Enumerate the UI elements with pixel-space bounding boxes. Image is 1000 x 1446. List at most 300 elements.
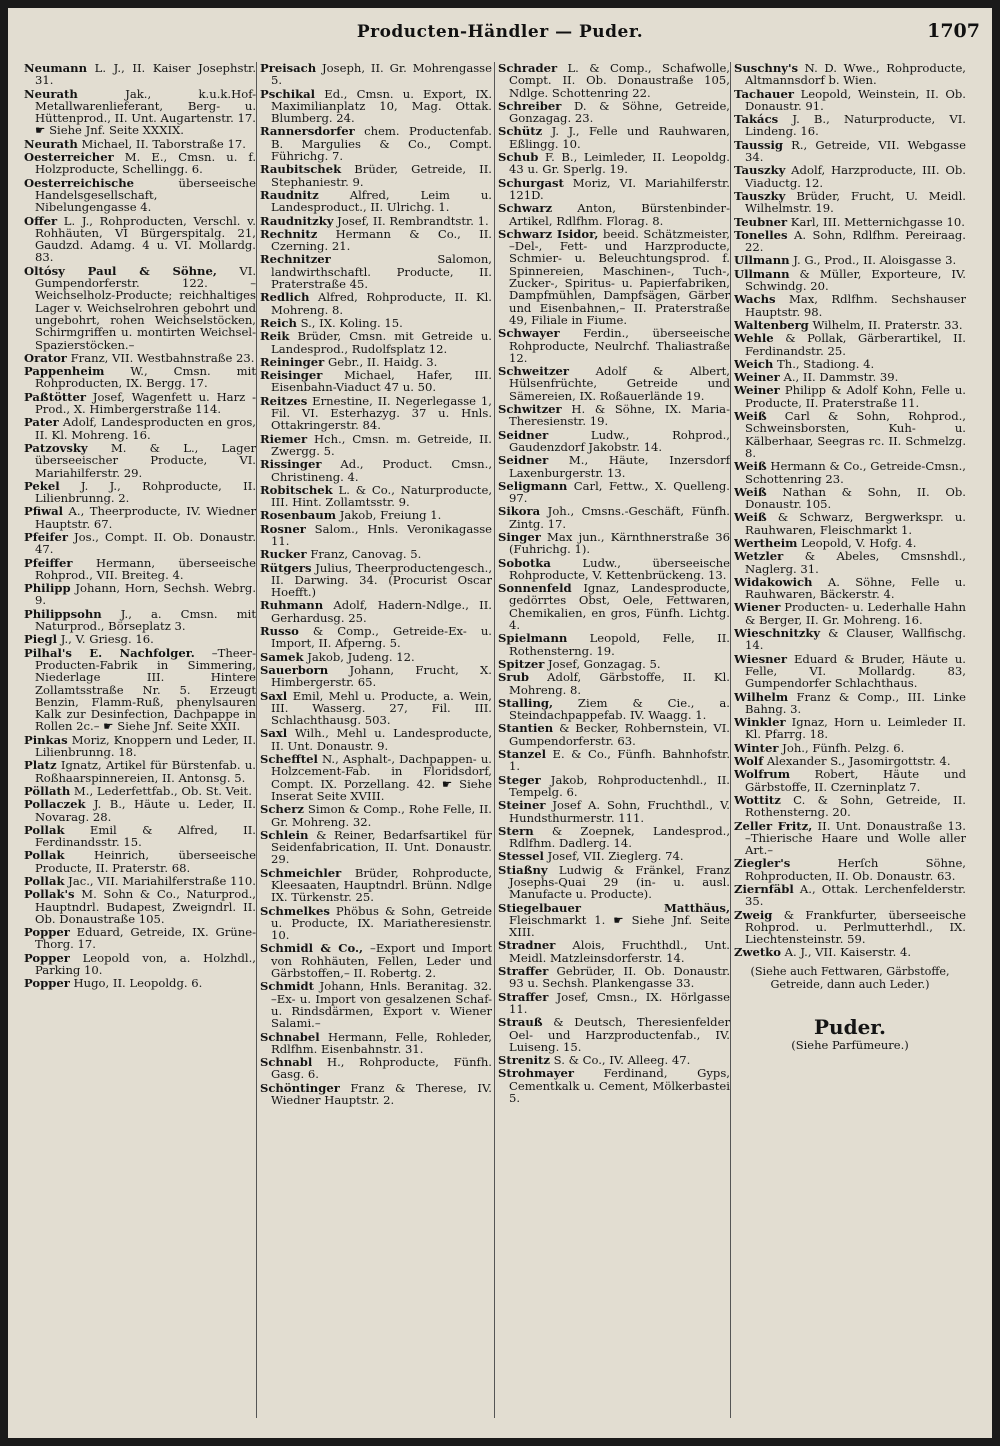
entry-name: Ziernfäbl bbox=[734, 882, 794, 896]
entry-detail: Ferdin., überseeische Rohproducte, Neulrchf. Thaliastraße 12. bbox=[509, 326, 730, 365]
entry-detail: Ad., Product. Cmsn., Christineng. 4. bbox=[271, 457, 492, 484]
directory-entry bbox=[498, 774, 730, 799]
directory-entry bbox=[734, 550, 966, 575]
entry-name: Paßtötter bbox=[24, 389, 87, 404]
entry-detail: Robert, Häute und Gärbstoffe, II. Czerninplatz 7. bbox=[745, 767, 966, 794]
entry-name: Weiner bbox=[734, 383, 780, 398]
entry-detail: Phöbus & Sohn, Getreide u. Producte, IX. Mariatheresienstr. 10. bbox=[271, 903, 492, 943]
entry-detail: Ludwig & Fränkel, Franz Josephs-Quai 29 (in- u. ausl. Manufacte u. Producte). bbox=[509, 862, 730, 902]
entry-name: Wiesner bbox=[734, 651, 788, 666]
entry-name: Neumann bbox=[24, 62, 88, 75]
entry-detail: Max jun., Kärnthnerstraße 36 (Fuhrichg. 1). bbox=[509, 529, 730, 557]
entry-detail: D. & Söhne, Getreide, Gonzagag. 23. bbox=[509, 98, 730, 126]
directory-entry bbox=[498, 864, 730, 901]
directory-entry bbox=[260, 1031, 492, 1056]
entry-detail: Wilhelm, II. Praterstr. 33. bbox=[808, 317, 963, 332]
entry-detail: Franz & Comp., III. Linke Bahng. 3. bbox=[745, 689, 966, 716]
directory-entry bbox=[734, 139, 966, 164]
directory-entry bbox=[734, 229, 966, 254]
entry-name: Schreiber bbox=[498, 98, 562, 113]
directory-entry bbox=[734, 254, 966, 266]
directory-entry bbox=[734, 268, 966, 293]
page-header bbox=[8, 18, 992, 52]
entry-detail: II. Unt. Donaustraße 13. –Thierische Haare und Wolle aller Art.– bbox=[745, 818, 966, 858]
entry-name: Pekel bbox=[24, 478, 60, 493]
entry-detail: & Becker, Rohbernstein, VI. Gumpendorferstr. 63. bbox=[509, 721, 730, 748]
entry-detail: Josef, VII. Zieglerg. 74. bbox=[543, 849, 684, 864]
entry-name: Seligmann bbox=[498, 478, 568, 493]
entry-name: Pinkas bbox=[24, 732, 68, 747]
entry-detail: Hermann, Felle, Rohleder, Rdlfhm. Eisenbahnstr. 31. bbox=[271, 1029, 492, 1056]
directory-entry bbox=[734, 909, 966, 946]
entry-name: Seidner bbox=[498, 453, 549, 468]
entry-detail: Jakob, Judeng. 12. bbox=[303, 649, 415, 664]
directory-entry bbox=[498, 1016, 730, 1053]
entry-name: Stradner bbox=[498, 938, 556, 953]
entry-name: Raudnitz bbox=[260, 187, 319, 202]
entry-name: Scherz bbox=[260, 802, 304, 817]
entry-detail: Leopold, Felle, II. Rothensterng. 19. bbox=[509, 631, 730, 658]
directory-entry bbox=[260, 163, 492, 188]
entry-name: Stalling, bbox=[498, 695, 554, 710]
directory-entry bbox=[498, 658, 730, 670]
entry-detail: Joh., Fünfh. Pelzg. 6. bbox=[778, 740, 905, 755]
entry-detail: Hermann & Co., Getreide-Cmsn., Schottenring 23. bbox=[745, 459, 966, 486]
entry-detail: Moriz, VI. Mariahilferstr. 121D. bbox=[509, 175, 730, 202]
entry-detail: Jakob, Rohproductenhdl., II. Tempelg. 6. bbox=[509, 772, 730, 799]
entry-detail: & Müller, Exporteure, IV. Schwindg. 20. bbox=[745, 266, 966, 294]
entry-detail: überseeische Handelsgesellschaft, Nibelungengasse 4. bbox=[35, 175, 256, 215]
directory-entry bbox=[734, 857, 966, 882]
entry-detail: Ludw., Rohprod., Gaudenzdorf Jakobstr. 14. bbox=[509, 427, 730, 454]
entry-detail: S. & Co., IV. Alleeg. 47. bbox=[550, 1053, 691, 1068]
directory-entry bbox=[260, 484, 492, 509]
entry-detail: VI. Gumpendorferstr. 122. –Weichselholz-Producte; reichhaltiges Lager v. Weichselrohren gebohrt und ungebohrt, rohen Weichselstöcken, Schirmgriffen u. montirten Weichsel-Spazierstöcken.– bbox=[35, 263, 256, 352]
directory-entry bbox=[260, 690, 492, 727]
column-4-entries bbox=[734, 62, 966, 959]
directory-entry bbox=[734, 576, 966, 601]
entry-name: Zweig bbox=[734, 907, 773, 922]
directory-entry bbox=[498, 151, 730, 176]
directory-entry bbox=[734, 371, 966, 383]
entry-name: Saxl bbox=[260, 726, 288, 741]
entry-detail: & Deutsch, Theresienfelder Oel- und Harzproductenfab., IV. Luiseng. 15. bbox=[509, 1015, 730, 1054]
entry-name: Saxl bbox=[260, 688, 288, 703]
directory-entry bbox=[498, 850, 730, 862]
entry-detail: Carl, Fettw., X. Quelleng. 97. bbox=[509, 478, 730, 506]
entry-detail: & Schwarz, Bergwerkspr. u. Rauhwaren, Fleischmarkt 1. bbox=[745, 510, 966, 537]
entry-detail: A. Söhne, Felle u. Rauhwaren, Bäckerstr. 4. bbox=[745, 574, 966, 602]
entry-name: Stantien bbox=[498, 721, 554, 736]
entry-name: Robitschek bbox=[260, 482, 333, 497]
directory-entry bbox=[498, 557, 730, 582]
entry-name: Weiß bbox=[734, 484, 767, 499]
directory-entry bbox=[260, 548, 492, 560]
entry-detail: Max, Rdlfhm. Sechshauser Hauptstr. 98. bbox=[745, 292, 966, 319]
entry-name: Wertheim bbox=[734, 535, 798, 550]
entry-name: Redlich bbox=[260, 290, 310, 305]
entry-name: Takács bbox=[734, 112, 779, 127]
entry-detail: Joh., Cmsns.-Geschäft, Fünfh. Zintg. 17. bbox=[509, 504, 730, 531]
entry-detail: & Zoepnek, Landesprod., Rdlfhm. Dadlerg. 14. bbox=[509, 823, 730, 851]
entry-detail: M. E., Cmsn. u. f. Holzproducte, Schellingg. 6. bbox=[35, 150, 256, 177]
entry-name: Rechnitz bbox=[260, 226, 318, 241]
directory-entry bbox=[498, 62, 730, 99]
directory-entry bbox=[498, 505, 730, 530]
entry-name: Russo bbox=[260, 624, 299, 639]
column-2 bbox=[260, 62, 492, 1438]
directory-entry bbox=[24, 62, 256, 87]
entry-detail: Jac., VII. Mariahilferstraße 110. bbox=[64, 874, 256, 888]
directory-entry bbox=[498, 228, 730, 326]
directory-entry bbox=[498, 531, 730, 556]
entry-detail: M., Lederfettfab., Ob. St. Veit. bbox=[70, 783, 252, 798]
entry-name: Winter bbox=[734, 740, 779, 755]
entry-name: Reininger bbox=[260, 354, 325, 369]
directory-entry bbox=[24, 442, 256, 479]
directory-entry bbox=[24, 138, 256, 150]
directory-entry bbox=[498, 454, 730, 479]
entry-name: Offer bbox=[24, 213, 58, 228]
directory-entry bbox=[24, 480, 256, 505]
entry-name: Philippsohn bbox=[24, 606, 102, 621]
entry-name: Ullmann bbox=[734, 266, 790, 281]
column-4 bbox=[734, 62, 966, 1438]
entry-name: Rosner bbox=[260, 521, 306, 536]
directory-entry bbox=[498, 480, 730, 505]
directory-entry bbox=[24, 557, 256, 582]
directory-entry bbox=[260, 317, 492, 329]
directory-entry bbox=[734, 88, 966, 113]
entry-detail: Hermann, überseeische Rohprod., VII. Breiteg. 4. bbox=[35, 555, 256, 582]
directory-entry bbox=[260, 867, 492, 904]
entry-name: Samek bbox=[260, 649, 304, 664]
entry-name: Tachauer bbox=[734, 86, 794, 101]
entry-detail: A., Theerproducte, IV. Wiedner Hauptstr. 67. bbox=[35, 504, 256, 531]
entry-name: Weich bbox=[734, 356, 774, 371]
directory-entry bbox=[734, 627, 966, 652]
entry-name: Wetzler bbox=[734, 549, 784, 564]
entry-detail: N. D. Wwe., Rohproducte, Altmannsdorf b. Wien. bbox=[745, 62, 966, 88]
directory-entry bbox=[498, 365, 730, 402]
entry-name: Schwayer bbox=[498, 326, 560, 341]
directory-entry bbox=[498, 582, 730, 631]
entry-name: Widakowich bbox=[734, 574, 813, 589]
entry-detail: Karl, III. Metternichgasse 10. bbox=[787, 214, 965, 229]
entry-detail: Adolf, Gärbstoffe, II. Kl. Mohreng. 8. bbox=[509, 670, 730, 697]
directory-entry bbox=[24, 365, 256, 390]
entry-detail: Alfred, Rohproducte, II. Kl. Mohreng. 8. bbox=[271, 290, 492, 317]
directory-entry bbox=[734, 410, 966, 459]
entry-name: Tonelles bbox=[734, 227, 788, 242]
entry-detail: Hermann & Co., II. Czerning. 21. bbox=[271, 226, 492, 254]
entry-detail: Jak., k.u.k.Hof-Metallwarenlieferant, Berg- u. Hüttenprod., II. Unt. Augartenstr. 17. ☛ Siehe Jnf. Seite XXXIX. bbox=[35, 86, 256, 138]
column-1 bbox=[24, 62, 256, 1438]
entry-detail: Leopold, V. Hofg. 4. bbox=[797, 535, 917, 550]
directory-entry bbox=[498, 825, 730, 850]
entry-name: Rütgers bbox=[260, 560, 312, 575]
directory-entry bbox=[260, 189, 492, 214]
entry-name: Schwarz Isidor, bbox=[498, 226, 599, 241]
entry-name: Tauszky bbox=[734, 188, 786, 203]
entry-name: Waltenberg bbox=[734, 317, 809, 332]
entry-name: Patzovsky bbox=[24, 440, 88, 455]
directory-entry bbox=[498, 991, 730, 1016]
directory-entry bbox=[260, 753, 492, 802]
directory-entry bbox=[498, 965, 730, 990]
entry-name: Weiß bbox=[734, 409, 767, 424]
entry-name: Stiegelbauer Matthäus, bbox=[498, 900, 730, 915]
directory-entry bbox=[498, 697, 730, 722]
entry-name: Teubner bbox=[734, 214, 788, 229]
entry-name: Wilhelm bbox=[734, 689, 789, 704]
entry-name: Platz bbox=[24, 758, 57, 773]
directory-entry bbox=[498, 902, 730, 939]
directory-entry bbox=[24, 416, 256, 441]
entry-detail: Joseph, II. Gr. Mohrengasse 5. bbox=[271, 62, 492, 88]
entry-detail: Emil, Mehl u. Producte, a. Wein, III. Wasserg. 27, Fil. III. Schlachthausg. 503. bbox=[271, 688, 492, 728]
entry-name: Rosenbaum bbox=[260, 508, 337, 523]
directory-entry bbox=[260, 727, 492, 752]
entry-name: Wottitz bbox=[734, 792, 781, 807]
entry-name: Pfeiffer bbox=[24, 555, 73, 570]
entry-name: Oltósy Paul & Söhne, bbox=[24, 263, 217, 278]
directory-entry bbox=[734, 190, 966, 215]
directory-entry bbox=[734, 601, 966, 626]
entry-name: Riemer bbox=[260, 431, 308, 446]
entry-detail: Gebrüder, II. Ob. Donaustr. 93 u. Sechsh. Plankengasse 33. bbox=[509, 964, 730, 991]
entry-detail: Brüder, Rohproducte, Kleesaaten, Hauptndrl. Brünn. Ndlge IX. Türkenstr. 25. bbox=[271, 865, 492, 905]
entry-detail: –Theer-Producten-Fabrik in Simmering, Niederlage III. Hintere Zollamtsstraße Nr. 5. Erzeugt Benzin, Flamm-Ruß, phenylsauren Kalk zur Desinfection, Dachpappe in Rollen 2c.– ☛ Siehe Jnf. Seite XXII. bbox=[35, 645, 256, 734]
directory-entry bbox=[260, 509, 492, 521]
entry-detail: L. J., II. Kaiser Josephstr. 31. bbox=[35, 62, 256, 88]
entry-name: Spitzer bbox=[498, 656, 545, 671]
entry-detail: H. & Söhne, IX. Maria-Theresienstr. 19. bbox=[509, 402, 730, 429]
directory-entry bbox=[260, 1056, 492, 1081]
directory-entry bbox=[498, 939, 730, 964]
directory-entry bbox=[498, 100, 730, 125]
entry-detail: F. B., Leimleder, II. Leopoldg. 43 u. Gr. Sperlg. 19. bbox=[509, 150, 730, 177]
directory-entry bbox=[260, 356, 492, 368]
entry-detail: Adolf, Harzproducte, III. Ob. Viaductg. 12. bbox=[745, 163, 966, 190]
directory-entry bbox=[260, 803, 492, 828]
entry-detail: Th., Stadiong. 4. bbox=[773, 356, 875, 371]
directory-entry bbox=[734, 820, 966, 857]
entry-name: Schwarz bbox=[498, 201, 553, 216]
directory-entry bbox=[498, 632, 730, 657]
entry-name: Popper bbox=[24, 925, 70, 940]
entry-detail: Wilh., Mehl u. Landesproducte, II. Unt. Donaustr. 9. bbox=[271, 726, 492, 753]
column-divider bbox=[256, 62, 257, 1418]
directory-entry bbox=[734, 384, 966, 409]
entry-detail: Ignaz, Landesproducte, gedörrtes Obst, Oele, Fettwaren, Chemikalien, en gros, Fünfh. Lichtg. 4. bbox=[509, 581, 730, 633]
entry-name: Ziegler's bbox=[734, 856, 791, 871]
entry-name: Schütz bbox=[498, 124, 543, 139]
column-divider bbox=[494, 62, 495, 1418]
entry-name: Stern bbox=[498, 823, 534, 838]
entry-detail: Alfred, Leim u. Landesproduct., II. Ulrichg. 1. bbox=[271, 187, 492, 215]
entry-detail: Herſch Söhne, Rohproducten, II. Ob. Donaustr. 63. bbox=[745, 856, 966, 883]
entry-detail: Fleischmarkt 1. ☛ Siehe Jnf. Seite XIII. bbox=[509, 912, 730, 940]
directory-entry bbox=[498, 327, 730, 364]
directory-entry bbox=[260, 1082, 492, 1107]
entry-name: Reik bbox=[260, 329, 290, 344]
entry-name: Pilhal's E. Nachfolger. bbox=[24, 645, 195, 660]
directory-entry bbox=[734, 216, 966, 228]
entry-detail: chem. Productenfab. B. Margulies & Co., Compt. Führichg. 7. bbox=[271, 124, 492, 164]
directory-entry bbox=[260, 228, 492, 253]
entry-name: Pöllath bbox=[24, 783, 71, 798]
directory-entry bbox=[734, 358, 966, 370]
entry-detail: A. J., VII. Kaiserstr. 4. bbox=[780, 945, 912, 960]
directory-entry bbox=[498, 1067, 730, 1104]
entry-name: Pollak bbox=[24, 848, 65, 863]
directory-entry bbox=[24, 177, 256, 214]
entry-name: Pollak bbox=[24, 822, 65, 837]
entry-detail: Anton, Bürstenbinder-Artikel, Rdlfhm. Florag. 8. bbox=[509, 201, 730, 228]
entry-detail: & Comp., Getreide-Ex- u. Import, II. Afperng. 5. bbox=[271, 624, 492, 651]
entry-detail: & Reiner, Bedarfsartikel für Seidenfabrication, II. Unt. Donaustr. 29. bbox=[271, 827, 492, 867]
directory-entry bbox=[260, 829, 492, 866]
running-title: Producten-Händler — Puder. bbox=[356, 22, 644, 42]
directory-entry bbox=[24, 977, 256, 989]
entry-detail: Ernestine, II. Negerlegasse 1, Fil. VI. Esterhazyg. 37 u. Hnls. Ottakringerstr. 84. bbox=[271, 393, 492, 433]
directory-entry bbox=[734, 511, 966, 536]
entry-detail: Producten- u. Lederhalle Hahn & Berger, II. Gr. Mohreng. 16. bbox=[745, 600, 966, 627]
directory-entry bbox=[734, 716, 966, 741]
entry-name: Oesterreichische bbox=[24, 175, 135, 190]
entry-detail: C. & Sohn, Getreide, II. Rothensterng. 20. bbox=[745, 792, 966, 820]
entry-name: Preisach bbox=[260, 62, 317, 75]
entry-detail: M. Sohn & Co., Naturprod., Hauptndrl. Budapest, Zweigndrl. II. Ob. Donaustraße 105. bbox=[35, 887, 256, 926]
entry-detail: Salom., Hnls. Veronikagasse 11. bbox=[271, 521, 492, 548]
directory-entry bbox=[24, 582, 256, 607]
directory-entry bbox=[260, 905, 492, 942]
directory-entry bbox=[260, 330, 492, 355]
directory-entry bbox=[734, 62, 966, 87]
directory-entry bbox=[734, 691, 966, 716]
entry-name: Zeller Fritz, bbox=[734, 818, 813, 833]
entry-detail: Josef, Cmsn., IX. Hörlgasse 11. bbox=[509, 989, 730, 1016]
entry-detail: Nathan & Sohn, II. Ob. Donaustr. 105. bbox=[745, 484, 966, 512]
directory-entry bbox=[734, 742, 966, 754]
entry-name: Stessel bbox=[498, 849, 544, 864]
entry-name: Straffer bbox=[498, 989, 549, 1004]
entry-name: Schnabl bbox=[260, 1055, 313, 1070]
directory-entry bbox=[260, 433, 492, 458]
entry-name: Zwetko bbox=[734, 945, 781, 960]
entry-name: Spielmann bbox=[498, 631, 568, 646]
directory-entry bbox=[498, 671, 730, 696]
directory-entry bbox=[260, 88, 492, 125]
entry-name: Strenitz bbox=[498, 1053, 550, 1068]
entry-detail: A., II. Dammstr. 39. bbox=[779, 370, 899, 385]
entry-name: Orator bbox=[24, 350, 67, 365]
entry-detail: & Clauser, Wallfischg. 14. bbox=[745, 626, 966, 653]
entry-name: Schwitzer bbox=[498, 402, 562, 417]
entry-name: Schmidt bbox=[260, 979, 314, 994]
directory-entry bbox=[734, 537, 966, 549]
entry-detail: Josef A. Sohn, Fruchthdl., V. Hundsthurmerstr. 111. bbox=[509, 798, 730, 825]
entry-detail: A., Ottak. Lerchenfelderstr. 35. bbox=[745, 882, 966, 909]
entry-name: Strohmayer bbox=[498, 1066, 574, 1081]
directory-entry bbox=[24, 608, 256, 633]
entry-name: Piegl bbox=[24, 632, 58, 647]
directory-entry bbox=[498, 202, 730, 227]
entry-name: Steger bbox=[498, 772, 541, 787]
directory-entry bbox=[260, 625, 492, 650]
entry-detail: –Export und Import von Rohhäuten, Fellen, Leder und Gärbstoffen,– II. Robertg. 2. bbox=[271, 941, 492, 981]
directory-entry bbox=[734, 946, 966, 958]
entry-detail: Ludw., überseeische Rohproducte, V. Kettenbrückeng. 13. bbox=[509, 555, 730, 582]
entry-detail: R., Getreide, VII. Webgasse 34. bbox=[745, 137, 966, 165]
directory-entry bbox=[24, 824, 256, 849]
entry-name: Suschny's bbox=[734, 62, 799, 75]
entry-name: Strauß bbox=[498, 1015, 543, 1030]
entry-detail: Franz, Canovag. 5. bbox=[306, 547, 422, 562]
directory-entry bbox=[734, 332, 966, 357]
entry-name: Schöntinger bbox=[260, 1080, 340, 1095]
entry-detail: Brüder, Cmsn. mit Getreide u. Landesprod., Rudolfsplatz 12. bbox=[271, 329, 492, 356]
entry-detail: Moriz, Knoppern und Leder, II. Lilienbrunng. 18. bbox=[35, 732, 256, 760]
entry-name: Schnabel bbox=[260, 1029, 320, 1044]
entry-name: Wieschnitzky bbox=[734, 626, 821, 641]
directory-entry bbox=[24, 759, 256, 784]
entry-detail: Hugo, II. Leopoldg. 6. bbox=[69, 976, 203, 991]
entry-detail: Ed., Cmsn. u. Export, IX. Maximilianplatz 10, Mag. Ottak. Blumberg. 24. bbox=[271, 86, 492, 126]
entry-name: Wolf bbox=[734, 754, 764, 769]
entry-detail: Leopold von, a. Holzhdl., Parking 10. bbox=[35, 950, 256, 978]
entry-detail: N., Asphalt-, Dachpappen- u. Holzcement-Fab. in Floridsdorf, Compt. IX. Porzellang. 42. ☛ Siehe Inserat Seite XVIII. bbox=[271, 752, 492, 803]
directory-entry bbox=[734, 486, 966, 511]
section-cross-reference: (Siehe Parfümeure.) bbox=[791, 1038, 909, 1053]
directory-entry bbox=[24, 798, 256, 823]
directory-entry bbox=[24, 785, 256, 797]
entry-detail: M., Häute, Inzersdorf Laxenburgerstr. 13. bbox=[509, 453, 730, 480]
entry-detail: L. & Co., Naturproducte, III. Hint. Zollamtsstr. 9. bbox=[271, 482, 492, 510]
entry-name: Popper bbox=[24, 976, 70, 991]
entry-name: Wehle bbox=[734, 331, 774, 346]
entry-detail: & Abeles, Cmsnshdl., Naglerg. 31. bbox=[745, 549, 966, 576]
entry-detail: Brüder, Getreide, II. Stephaniestr. 9. bbox=[271, 162, 492, 189]
directory-entry bbox=[24, 888, 256, 925]
entry-name: Rannersdorfer bbox=[260, 124, 355, 139]
entry-name: Pfiwal bbox=[24, 504, 64, 519]
entry-name: Raudnitzky bbox=[260, 213, 334, 228]
entry-name: Reitzes bbox=[260, 393, 308, 408]
entry-detail: Carl & Sohn, Rohprod., Schweinsborsten, Kuh- u. Kälberhaar, Seegras rc. II. Schmelzg. 8. bbox=[745, 409, 966, 460]
entry-name: Weiner bbox=[734, 370, 780, 385]
entry-name: Wachs bbox=[734, 292, 776, 307]
entry-name: Srub bbox=[498, 670, 530, 685]
directory-entry bbox=[498, 1054, 730, 1066]
entry-detail: Brüder, Frucht, U. Meidl. Wilhelmstr. 19. bbox=[745, 188, 966, 216]
directory-entry bbox=[734, 883, 966, 908]
directory-entry bbox=[24, 875, 256, 887]
directory-entry bbox=[498, 722, 730, 747]
directory-entry bbox=[24, 734, 256, 759]
entry-detail: Salomon, landwirthschaftl. Producte, II. Praterstraße 45. bbox=[271, 252, 492, 292]
entry-detail: Josef, II. Rembrandtstr. 1. bbox=[333, 213, 489, 228]
entry-detail: Hch., Cmsn. m. Getreide, II. Zwergg. 5. bbox=[271, 431, 492, 458]
directory-entry bbox=[260, 651, 492, 663]
entry-name: Wolfrum bbox=[734, 767, 791, 782]
directory-entry bbox=[734, 768, 966, 793]
entry-name: Neurath bbox=[24, 86, 78, 101]
entry-detail: E. & Co., Fünfh. Bahnhofstr. 1. bbox=[509, 747, 730, 774]
entry-detail: Philipp & Adolf Kohn, Felle u. Producte, II. Praterstraße 11. bbox=[745, 383, 966, 410]
entry-name: Neurath bbox=[24, 136, 78, 151]
